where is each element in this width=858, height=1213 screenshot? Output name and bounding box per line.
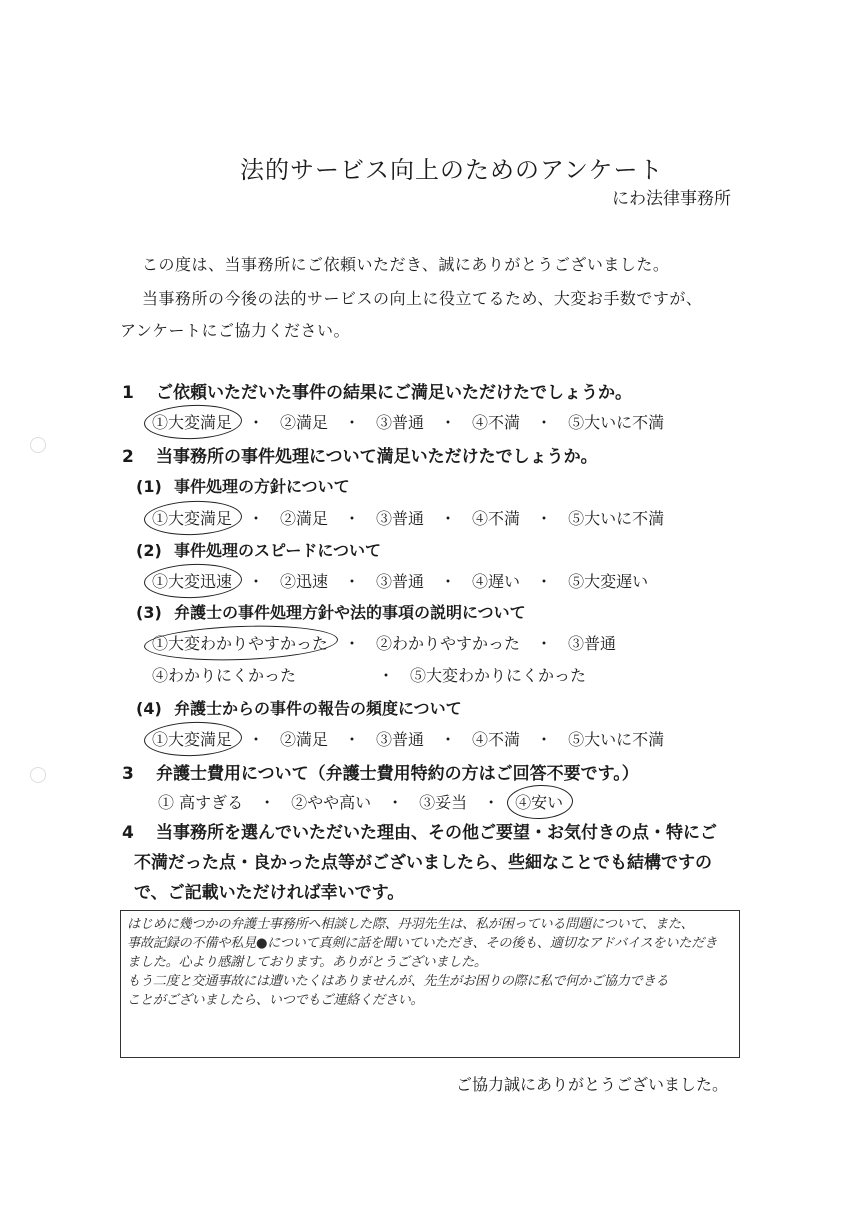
- comment-line-5: ことがございましたら、いつでもご連絡ください。: [127, 993, 424, 1008]
- option-dissatisfied[interactable]: ④不満: [472, 730, 521, 749]
- option-very-satisfied[interactable]: ①大変満足: [152, 727, 232, 750]
- question-2-3-options-row-2: [152, 663, 586, 686]
- option-unclear[interactable]: ④わかりにくかった: [152, 666, 297, 685]
- separator: ・: [248, 413, 265, 432]
- option-neutral[interactable]: ③普通: [376, 730, 425, 749]
- question-4: [122, 818, 717, 908]
- punch-hole-bottom: [30, 767, 46, 783]
- option-very-satisfied[interactable]: ①大変満足: [152, 506, 232, 529]
- question-1-options: [152, 410, 664, 433]
- option-dissatisfied[interactable]: ④不満: [472, 509, 521, 528]
- option-cheap[interactable]: ④安い: [515, 790, 563, 813]
- comment-box[interactable]: [120, 910, 740, 1058]
- question-2-4-options: [152, 727, 664, 750]
- sub-question-number: (2): [136, 541, 162, 560]
- separator: ・: [536, 572, 553, 591]
- option-very-fast[interactable]: ①大変迅速: [152, 569, 232, 592]
- option-clear[interactable]: ②わかりやすかった: [376, 634, 521, 653]
- separator: ・: [440, 509, 457, 528]
- separator: ・: [440, 572, 457, 591]
- question-text: 弁護士費用について（弁護士費用特約の方はご回答不要です。）: [156, 764, 639, 784]
- option-very-clear[interactable]: ①大変わかりやすかった: [152, 631, 328, 654]
- question-2-2-options: [152, 569, 648, 592]
- separator: ・: [377, 666, 394, 685]
- option-satisfied[interactable]: ②満足: [280, 730, 329, 749]
- separator: ・: [440, 413, 457, 432]
- question-text-line-1: 当事務所を選んでいただいた理由、その他ご要望・お気付きの点・特にご: [156, 823, 717, 843]
- intro-line-3: アンケートにご協力ください。: [120, 321, 351, 340]
- handwritten-comment: [127, 915, 733, 1010]
- separator: ・: [248, 572, 265, 591]
- sub-question-text: 事件処理の方針について: [174, 477, 350, 496]
- comment-line-4: もう二度と交通事故には遭いたくはありませんが、先生がお困りの際に私で何かご協力できる: [127, 974, 669, 989]
- question-text: ご依頼いただいた事件の結果にご満足いただけたでしょうか。: [156, 383, 632, 403]
- option-very-slow[interactable]: ⑤大変遅い: [568, 572, 649, 591]
- intro-line-1: この度は、当事務所にご依頼いただき、誠にありがとうございました。: [142, 255, 670, 274]
- question-text-line-2: 不満だった点・良かった点等がございましたら、些細なことでも結構ですの: [134, 853, 712, 873]
- option-reasonable[interactable]: ③妥当: [419, 793, 468, 812]
- separator: ・: [387, 793, 404, 812]
- option-very-satisfied[interactable]: ①大変満足: [152, 410, 232, 433]
- question-text-line-3: で、ご記載いただければ幸いです。: [134, 883, 405, 903]
- separator: ・: [248, 730, 265, 749]
- separator: ・: [344, 634, 361, 653]
- option-slow[interactable]: ④遅い: [472, 572, 521, 591]
- option-somewhat-high[interactable]: ②やや高い: [291, 793, 372, 812]
- question-text: 当事務所の事件処理について満足いただけたでしょうか。: [156, 447, 598, 467]
- closing-thanks: ご協力誠にありがとうございました。: [456, 1075, 729, 1094]
- comment-line-1: はじめに幾つかの弁護士事務所へ相談した際、丹羽先生は、私が困っている問題について、また、: [127, 917, 694, 932]
- question-2-1-options: [152, 506, 664, 529]
- question-number: 2: [122, 447, 134, 467]
- option-fast[interactable]: ②迅速: [280, 572, 329, 591]
- separator: ・: [536, 509, 553, 528]
- option-neutral[interactable]: ③普通: [568, 634, 617, 653]
- comment-line-3: ました。心より感謝しております。ありがとうございました。: [127, 955, 487, 970]
- separator: ・: [536, 413, 553, 432]
- separator: ・: [344, 509, 361, 528]
- separator: ・: [259, 793, 276, 812]
- question-number: 3: [122, 764, 134, 784]
- question-1: [122, 378, 632, 403]
- question-2-1: [136, 474, 350, 497]
- question-2: [122, 442, 598, 467]
- option-very-dissatisfied[interactable]: ⑤大いに不満: [568, 413, 665, 432]
- option-neutral[interactable]: ③普通: [376, 572, 425, 591]
- separator: ・: [483, 793, 500, 812]
- sub-question-text: 弁護士の事件処理方針や法的事項の説明について: [174, 603, 526, 622]
- separator: ・: [344, 730, 361, 749]
- option-neutral[interactable]: ③普通: [376, 413, 425, 432]
- option-satisfied[interactable]: ②満足: [280, 413, 329, 432]
- question-2-3: [136, 600, 526, 623]
- option-very-dissatisfied[interactable]: ⑤大いに不満: [568, 730, 665, 749]
- firm-name: にわ法律事務所: [612, 189, 731, 209]
- separator: ・: [248, 509, 265, 528]
- sub-question-text: 事件処理のスピードについて: [174, 541, 382, 560]
- separator: ・: [344, 572, 361, 591]
- sub-question-text: 弁護士からの事件の報告の頻度について: [174, 699, 462, 718]
- option-dissatisfied[interactable]: ④不満: [472, 413, 521, 432]
- question-2-2: [136, 538, 381, 561]
- question-number: 1: [122, 383, 134, 403]
- question-number: 4: [122, 823, 134, 843]
- sub-question-number: (1): [136, 477, 162, 496]
- question-2-4: [136, 696, 462, 719]
- page-title: 法的サービス向上のためのアンケート: [240, 156, 664, 184]
- separator: ・: [536, 730, 553, 749]
- separator: ・: [536, 634, 553, 653]
- question-2-3-options-row-1: [152, 631, 616, 654]
- separator: ・: [344, 413, 361, 432]
- option-neutral[interactable]: ③普通: [376, 509, 425, 528]
- option-very-unclear[interactable]: ⑤大変わかりにくかった: [410, 666, 587, 685]
- sub-question-number: (3): [136, 603, 162, 622]
- option-very-dissatisfied[interactable]: ⑤大いに不満: [568, 509, 665, 528]
- separator: ・: [440, 730, 457, 749]
- intro-line-2: 当事務所の今後の法的サービスの向上に役立てるため、大変お手数ですが、: [142, 289, 703, 308]
- question-3-options: [158, 790, 563, 813]
- punch-hole-top: [30, 437, 46, 453]
- sub-question-number: (4): [136, 699, 162, 718]
- option-too-high[interactable]: ① 高すぎる: [158, 793, 244, 812]
- comment-line-2: 事故記録の不備や私見●について真剣に話を聞いていただき、その後も、適切なアドバイスをいただき: [127, 936, 717, 951]
- question-3: [122, 759, 639, 784]
- option-satisfied[interactable]: ②満足: [280, 509, 329, 528]
